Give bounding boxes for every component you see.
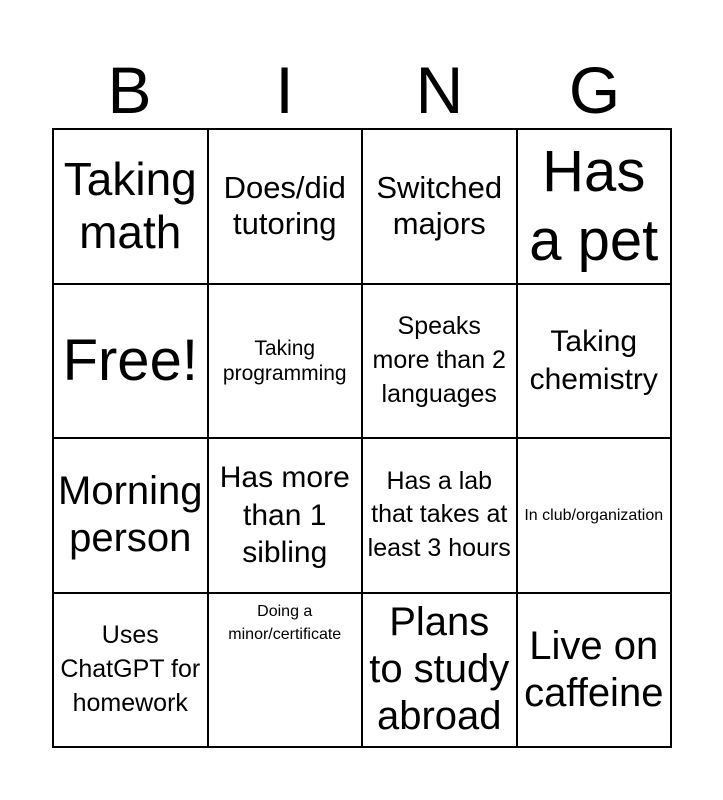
bingo-cell-r2c2[interactable]	[208, 284, 363, 439]
bingo-cell-text: Doing a minor/certificate	[228, 602, 342, 643]
bingo-cell-r3c3[interactable]	[362, 438, 517, 593]
bingo-cell-r4c3[interactable]	[362, 593, 517, 748]
bingo-board	[52, 128, 672, 748]
bingo-cell-text: Plans to study abroad	[369, 599, 510, 739]
bingo-cell-r3c4[interactable]	[517, 438, 672, 593]
bingo-cell-r3c1[interactable]	[53, 438, 208, 593]
bingo-cell-text free-space: Free!	[62, 327, 198, 393]
bingo-header	[52, 55, 672, 125]
bingo-cell-text: Has more than 1 sibling	[219, 461, 350, 569]
bingo-cell-text: Has a pet	[529, 138, 659, 274]
bingo-cell-r2c4[interactable]	[517, 284, 672, 439]
bingo-cell-text: Taking chemistry	[529, 325, 658, 396]
bingo-cell-text: Has a lab that takes at least 3 hours	[367, 466, 511, 563]
header-letter-g: G	[568, 53, 621, 127]
bingo-cell-r4c1[interactable]	[53, 593, 208, 748]
bingo-cell-r4c4[interactable]	[517, 593, 672, 748]
header-letter-b: B	[107, 53, 152, 127]
bingo-cell-r3c2[interactable]	[208, 438, 363, 593]
bingo-cell-r2c1[interactable]	[53, 284, 208, 439]
header-letter-i: I	[275, 53, 294, 127]
bingo-cell-text: In club/organization	[524, 506, 664, 524]
bingo-cell-text: Taking math	[63, 153, 197, 259]
bingo-cell-text: Morning person	[58, 469, 203, 561]
bingo-cell-text: Switched majors	[376, 169, 503, 242]
bingo-cell-r1c1[interactable]	[53, 129, 208, 284]
bingo-cell-text: Does/did tutoring	[223, 169, 346, 242]
bingo-cell-r4c2[interactable]	[208, 593, 363, 748]
bingo-cell-text: Live on caffeine	[524, 623, 664, 715]
bingo-cell-r1c3[interactable]	[362, 129, 517, 284]
bingo-cell-r1c4[interactable]	[517, 129, 672, 284]
bingo-cell-r1c2[interactable]	[208, 129, 363, 284]
bingo-cell-r2c3[interactable]	[362, 284, 517, 439]
bingo-cell-text: Taking programming	[222, 336, 347, 385]
bingo-cell-text: Speaks more than 2 languages	[372, 312, 506, 408]
header-letter-n: N	[415, 53, 464, 127]
bingo-cell-text: Uses ChatGPT for homework	[60, 621, 201, 717]
